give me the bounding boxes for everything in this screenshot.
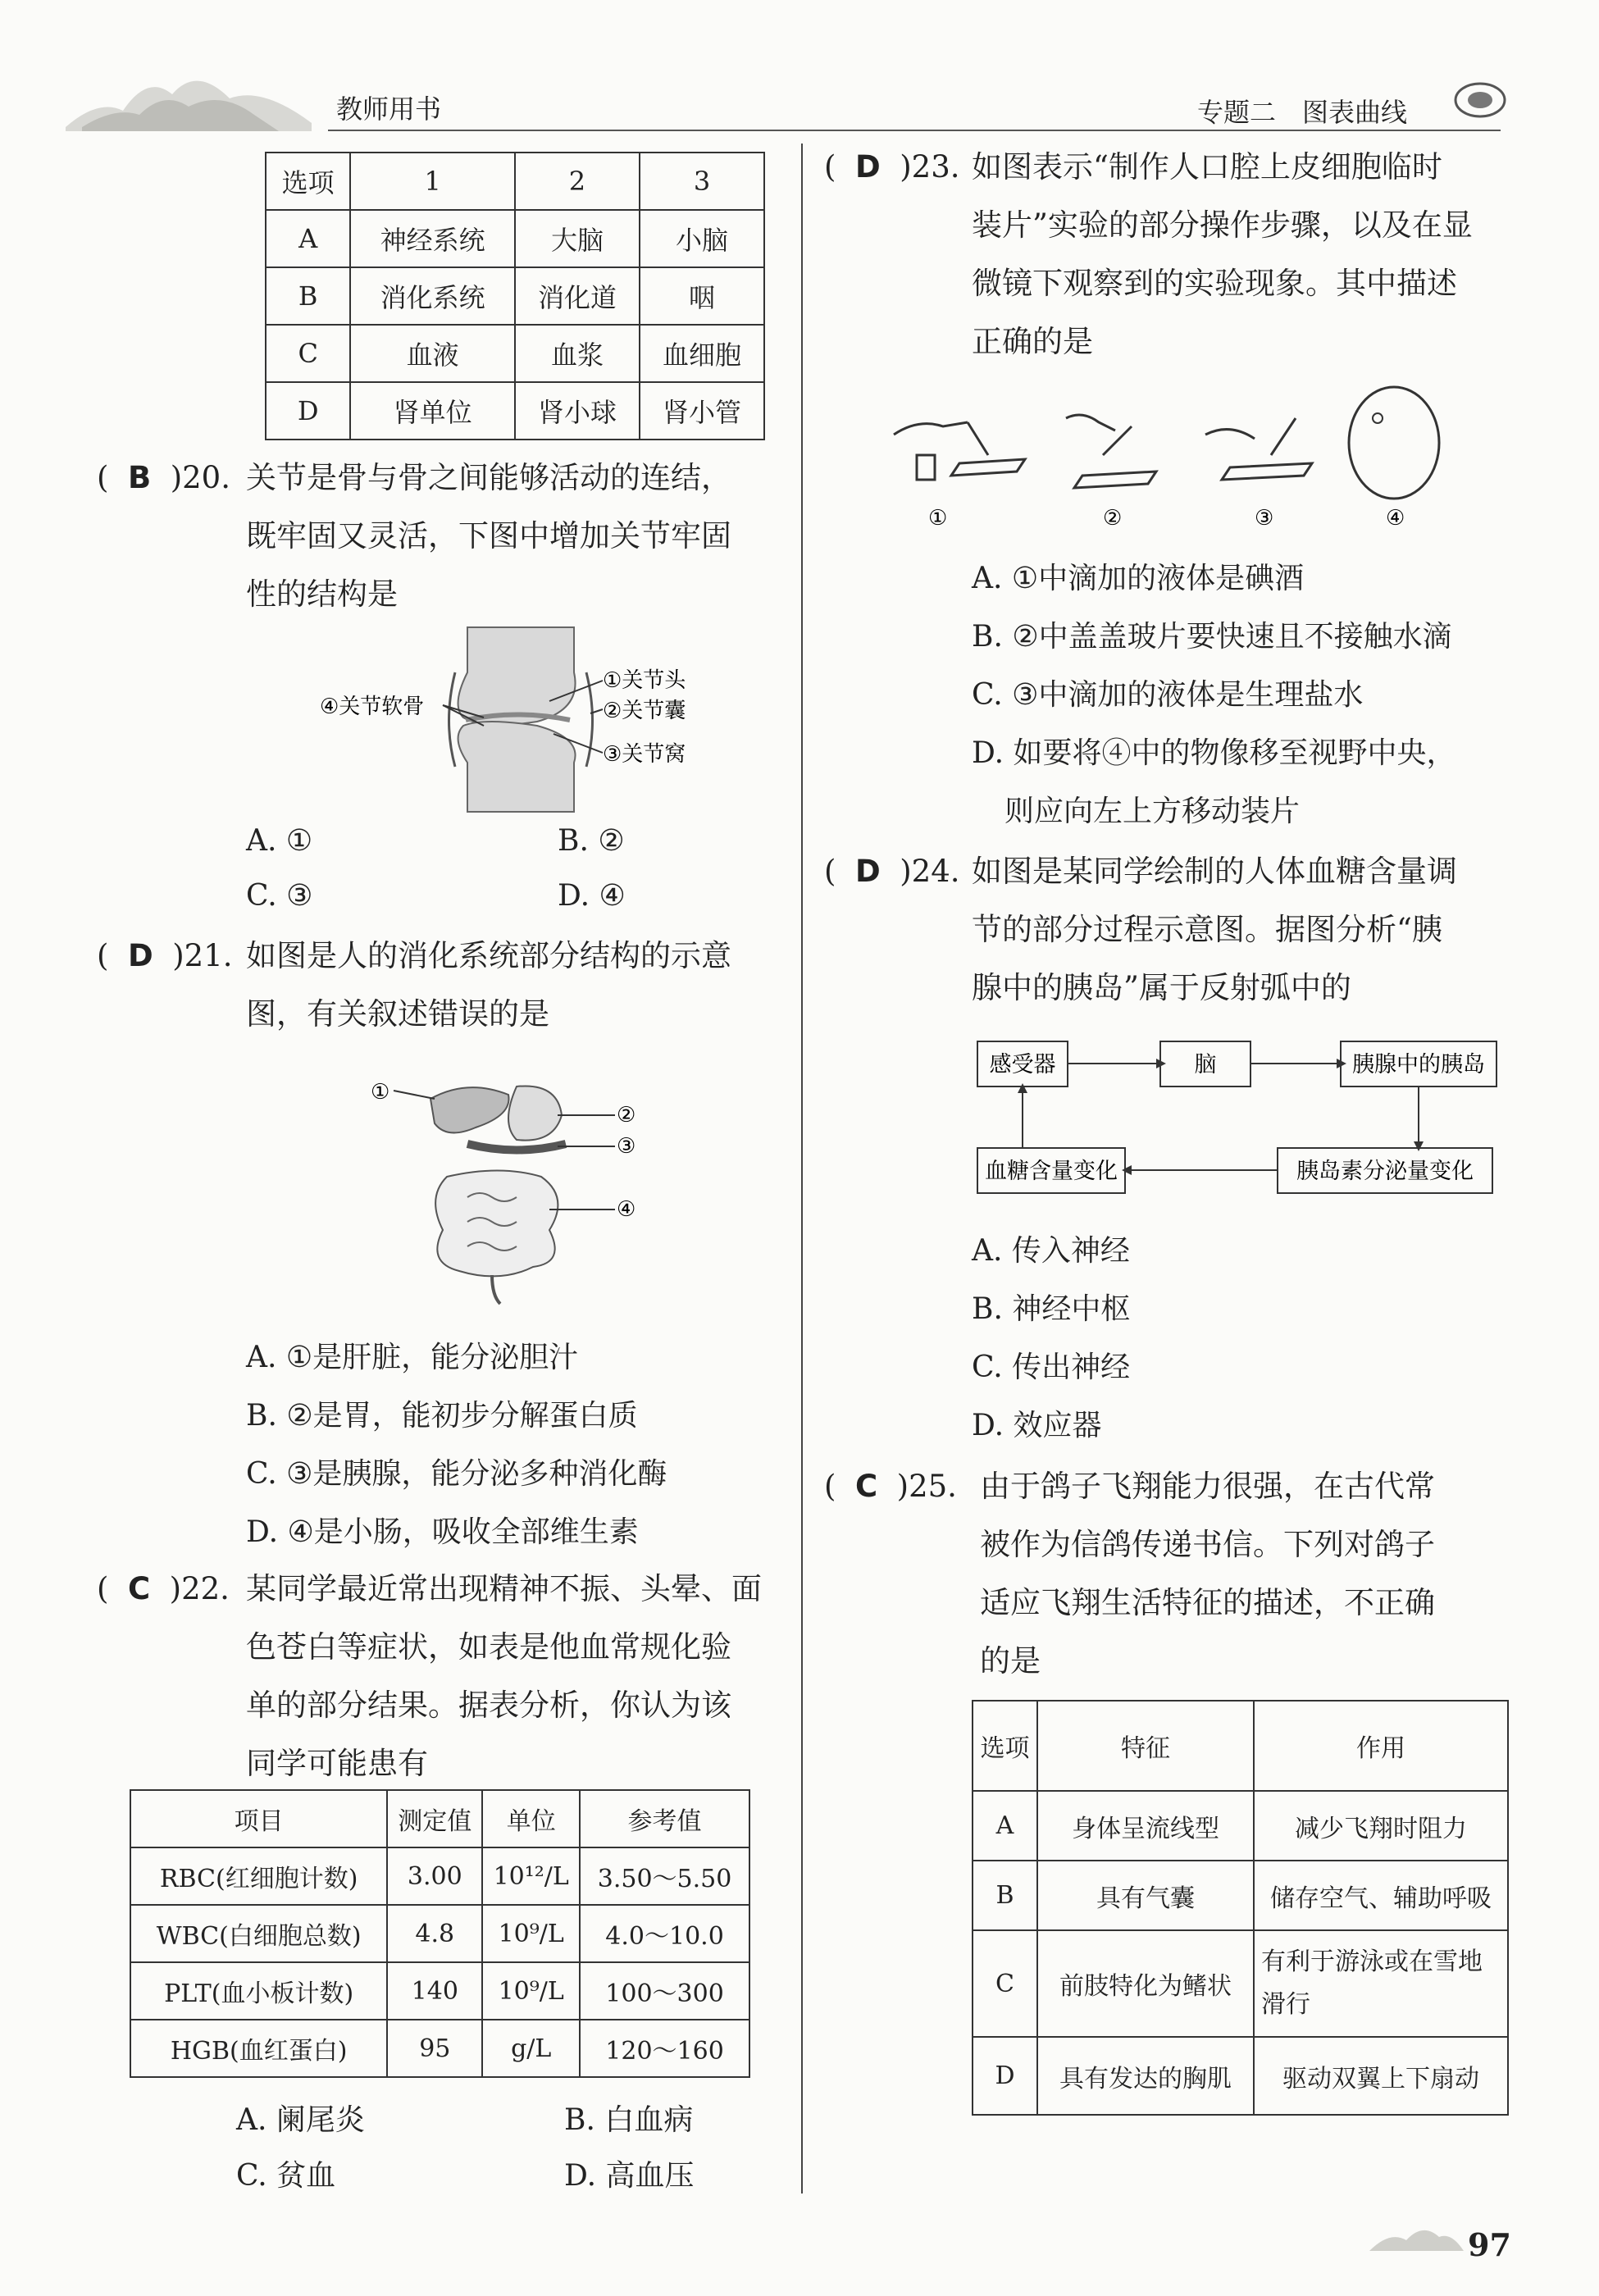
q24-answer: D [854,854,881,889]
q23-line: 装片”实验的部分操作步骤，以及在显 [972,207,1473,243]
q23-line: 正确的是 [972,324,1093,359]
q22-option-d: D. 高血压 [564,2159,695,2193]
q22-option-a: A. 阑尾炎 [236,2103,365,2137]
q23-step-1: ① [928,506,948,531]
q23-option-d-cont: 则应向左上方移动装片 [1004,795,1301,828]
table-cell: HGB(血红蛋白) [130,2020,387,2077]
table-cell: 具有气囊 [1037,1861,1254,1930]
table-cell: 消化系统 [350,267,515,325]
table-cell: 血浆 [515,325,640,382]
table-cell: 减少飞翔时阻力 [1254,1791,1508,1861]
q20-label-4: ④关节软骨 [320,695,425,719]
table-cell: g/L [482,2020,580,2077]
q23-option-d: D. 如要将④中的物像移至视野中央， [972,736,1456,770]
q22-option-b: B. 白血病 [564,2103,694,2137]
header-topic: 专题二 图表曲线 [1197,97,1408,128]
flow-box-blood-sugar: 血糖含量变化 [985,1159,1118,1184]
q20-option-d: D. ④ [558,879,626,913]
q21-label-4: ④ [617,1197,636,1222]
q22-answer: C [127,1571,151,1606]
q20-label-1: ①关节头 [603,668,686,693]
q23-option-a: A. ①中滴加的液体是碘酒 [972,562,1305,595]
table-cell: 神经系统 [350,210,515,267]
flow-box-receptor: 感受器 [989,1052,1056,1077]
q20-answer-bracket: ( B )20. [97,460,230,495]
table-cell: A [973,1791,1037,1861]
table-cell: D [973,2037,1037,2115]
q21-option-b: B. ②是胃，能初步分解蛋白质 [246,1399,638,1433]
flow-box-insulin: 胰岛素分泌量变化 [1296,1159,1474,1184]
digestive-diagram [369,1066,656,1312]
q24-option-a: A. 传入神经 [972,1234,1130,1268]
q24-answer-bracket: ( D )24. [824,854,960,889]
q20-question [246,449,731,623]
header-book-title: 教师用书 [336,93,442,125]
badge-icon [1451,78,1509,123]
table-cell: 具有发达的胸肌 [1037,2037,1254,2115]
q20-option-b: B. ② [558,824,625,858]
q23-answer: D [854,149,881,184]
table-cell: 肾单位 [350,382,515,440]
table-cell: PLT(血小板计数) [130,1962,387,2020]
q23-number: )23. [900,149,960,184]
table-cell: 95 [387,2020,482,2077]
q22-line: 同学可能患有 [246,1746,428,1781]
q21-label-1: ① [371,1080,390,1105]
q25-question [980,1457,1435,1690]
mountain-logo-icon [66,49,328,139]
table-cell: 10⁹/L [482,1905,580,1962]
q25-line: 适应飞翔生活特征的描述，不正确 [980,1585,1435,1620]
table-cell: 100～300 [580,1962,749,2020]
table-cell: 2 [515,153,640,210]
table-cell: 140 [387,1962,482,2020]
q21-label-3: ③ [617,1134,636,1159]
table-cell: 3.00 [387,1847,482,1905]
q23-answer-bracket: ( D )23. [824,149,960,184]
table-cell: 120～160 [580,2020,749,2077]
q24-question [972,842,1457,1017]
q21-option-c: C. ③是胰腺，能分泌多种消化酶 [246,1457,667,1491]
q20-number: )20. [170,460,230,495]
table-cell: 身体呈流线型 [1037,1791,1254,1861]
q24-option-c: C. 传出神经 [972,1351,1131,1384]
q24-options [972,1222,1130,1455]
q20-answer: B [127,460,152,495]
table-cell: 单位 [482,1790,580,1847]
q25-pigeon-table [972,1700,1509,2116]
q21-label-2: ② [617,1103,636,1128]
table-cell: B [266,267,350,325]
q23-line: 如图表示“制作人口腔上皮细胞临时 [972,149,1442,184]
table-cell: 参考值 [580,1790,749,1847]
table-cell: 项目 [130,1790,387,1847]
q21-answer-bracket: ( D )21. [97,938,233,973]
q20-option-a: A. ① [246,824,313,858]
table-cell: D [266,382,350,440]
q24-line: 节的部分过程示意图。据图分析“胰 [972,912,1442,947]
q25-number: )25. [896,1469,957,1504]
q23-option-b: B. ②中盖盖玻片要快速且不接触水滴 [972,620,1452,654]
q21-option-d: D. ④是小肠，吸收全部维生素 [246,1515,639,1549]
column-divider [801,144,803,2194]
q20-option-c: C. ③ [246,879,313,913]
q25-answer-bracket: ( C )25. [824,1469,957,1504]
q22-option-c: C. 贫血 [236,2159,336,2193]
table-cell: 血液 [350,325,515,382]
q22-question [246,1560,762,1793]
table-cell: 1 [350,153,515,210]
table-cell: 3.50～5.50 [580,1847,749,1905]
q21-question [246,927,731,1043]
blood-sugar-flowchart [968,1033,1509,1210]
q24-option-d: D. 效应器 [972,1409,1102,1442]
flow-box-islet: 胰腺中的胰岛 [1352,1052,1485,1077]
q24-line: 腺中的胰岛”属于反射弧中的 [972,970,1351,1005]
q23-question [972,138,1473,371]
table-cell: 小脑 [640,210,764,267]
q22-line: 单的部分结果。据表分析，你认为该 [246,1688,731,1723]
q22-answer-bracket: ( C )22. [97,1571,230,1606]
table-cell: 作用 [1254,1701,1508,1791]
table-cell: A [266,210,350,267]
q22-line: 色苍白等症状，如表是他血常规化验 [246,1629,731,1665]
q23-option-c: C. ③中滴加的液体是生理盐水 [972,678,1364,712]
table-cell: 储存空气、辅助呼吸 [1254,1861,1508,1930]
q22-number: )22. [169,1571,230,1606]
q25-line: 被作为信鸽传递书信。下列对鸽子 [980,1527,1435,1562]
slide-preparation-diagram [886,385,1509,533]
q23-options [972,549,1456,840]
table-cell: B [973,1861,1037,1930]
q23-line: 微镜下观察到的实验现象。其中描述 [972,266,1457,301]
joint-diagram [320,623,746,820]
table-cell: 肾小管 [640,382,764,440]
q21-options [246,1328,667,1561]
q22-blood-test-table [130,1789,750,2078]
q20-line: 既牢固又灵活，下图中增加关节牢固 [246,518,731,554]
q22-line: 某同学最近常出现精神不振、头晕、面 [246,1571,762,1606]
table-cell: 咽 [640,267,764,325]
q21-answer: D [127,938,153,973]
table-cell: 血细胞 [640,325,764,382]
table-cell: 前肢特化为鳍状 [1037,1930,1254,2037]
q20-line: 性的结构是 [246,576,398,612]
table-cell: 特征 [1037,1701,1254,1791]
q25-line: 由于鸽子飞翔能力很强，在古代常 [980,1469,1435,1504]
q23-step-4: ④ [1386,506,1405,531]
q21-line: 图，有关叙述错误的是 [246,996,549,1032]
q21-number: )21. [172,938,233,973]
table-cell: WBC(白细胞总数) [130,1905,387,1962]
q19-options-table [265,152,765,440]
table-cell: 10¹²/L [482,1847,580,1905]
q25-answer: C [854,1469,878,1504]
q24-option-b: B. 神经中枢 [972,1292,1131,1326]
q25-line: 的是 [980,1643,1041,1679]
q20-label-3: ③关节窝 [603,742,686,767]
table-cell: 有利于游泳或在雪地滑行 [1254,1930,1508,2037]
q24-number: )24. [900,854,960,889]
q20-line: 关节是骨与骨之间能够活动的连结， [246,460,731,495]
table-cell: 4.0～10.0 [580,1905,749,1962]
table-cell: 选项 [973,1701,1037,1791]
table-cell: 驱动双翼上下扇动 [1254,2037,1508,2115]
table-cell: 大脑 [515,210,640,267]
table-cell: 3 [640,153,764,210]
q20-label-2: ②关节囊 [603,699,686,723]
table-cell: RBC(红细胞计数) [130,1847,387,1905]
q23-step-3: ③ [1255,506,1274,531]
flow-box-brain: 脑 [1194,1052,1217,1077]
footer-mountain-icon [1369,2214,1464,2255]
table-cell: 测定值 [387,1790,482,1847]
page-number: 97 [1468,2226,1511,2263]
q21-line: 如图是人的消化系统部分结构的示意 [246,938,731,973]
q24-line: 如图是某同学绘制的人体血糖含量调 [972,854,1457,889]
table-cell: 选项 [266,153,350,210]
q21-option-a: A. ①是肝脏，能分泌胆汁 [246,1341,579,1374]
table-cell: 4.8 [387,1905,482,1962]
q23-step-2: ② [1103,506,1123,531]
table-cell: C [266,325,350,382]
table-cell: 10⁹/L [482,1962,580,2020]
header-rule [328,130,1501,131]
table-cell: C [973,1930,1037,2037]
table-cell: 消化道 [515,267,640,325]
table-cell: 肾小球 [515,382,640,440]
